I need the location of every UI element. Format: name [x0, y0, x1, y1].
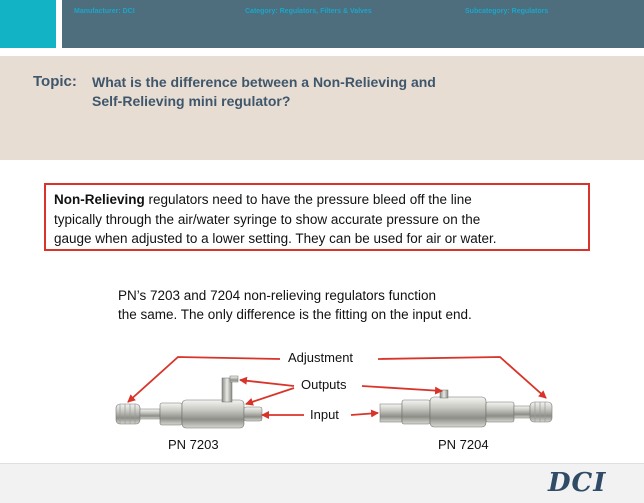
- outputs-arrow-right: [362, 386, 442, 391]
- topic-question-line-1: What is the difference between a Non-Relieving and: [92, 74, 436, 90]
- input-arrow-right: [351, 413, 378, 415]
- header-manufacturer: Manufacturer: DCI: [74, 8, 135, 15]
- label-adjustment: Adjustment: [288, 350, 354, 365]
- label-outputs: Outputs: [301, 377, 347, 392]
- adjustment-arrow-left: [128, 357, 280, 402]
- adjustment-arrow-right: [378, 357, 546, 398]
- label-pn-7203: PN 7203: [168, 437, 219, 452]
- callout-term: Non-Relieving: [54, 192, 145, 207]
- outputs-arrow-left-1: [240, 380, 294, 386]
- label-pn-7204: PN 7204: [438, 437, 489, 452]
- outputs-arrow-left-2: [246, 388, 294, 404]
- header-subcategory: Subcategory: Regulators: [465, 8, 549, 15]
- callout-line-2: typically through the air/water syringe to show accurate pressure on the: [54, 212, 481, 227]
- regulator-7203-image: [116, 376, 262, 428]
- topic-label: Topic:: [33, 73, 77, 90]
- label-input: Input: [310, 407, 339, 422]
- topic-question-line-2: Self-Relieving mini regulator?: [92, 93, 291, 109]
- callout-line-1-rest: regulators need to have the pressure bleed off the line: [144, 192, 472, 207]
- header-category: Category: Regulators, Filters & Valves: [245, 8, 372, 15]
- note-line-1: PN’s 7203 and 7204 non-relieving regulators function: [118, 288, 436, 303]
- dci-logo: DCI: [548, 468, 607, 498]
- callout-line-3: gauge when adjusted to a lower setting. They can be used for air or water.: [54, 231, 497, 246]
- regulator-7204-image: [380, 390, 552, 427]
- note-line-2: the same. The only difference is the fitting on the input end.: [118, 307, 472, 322]
